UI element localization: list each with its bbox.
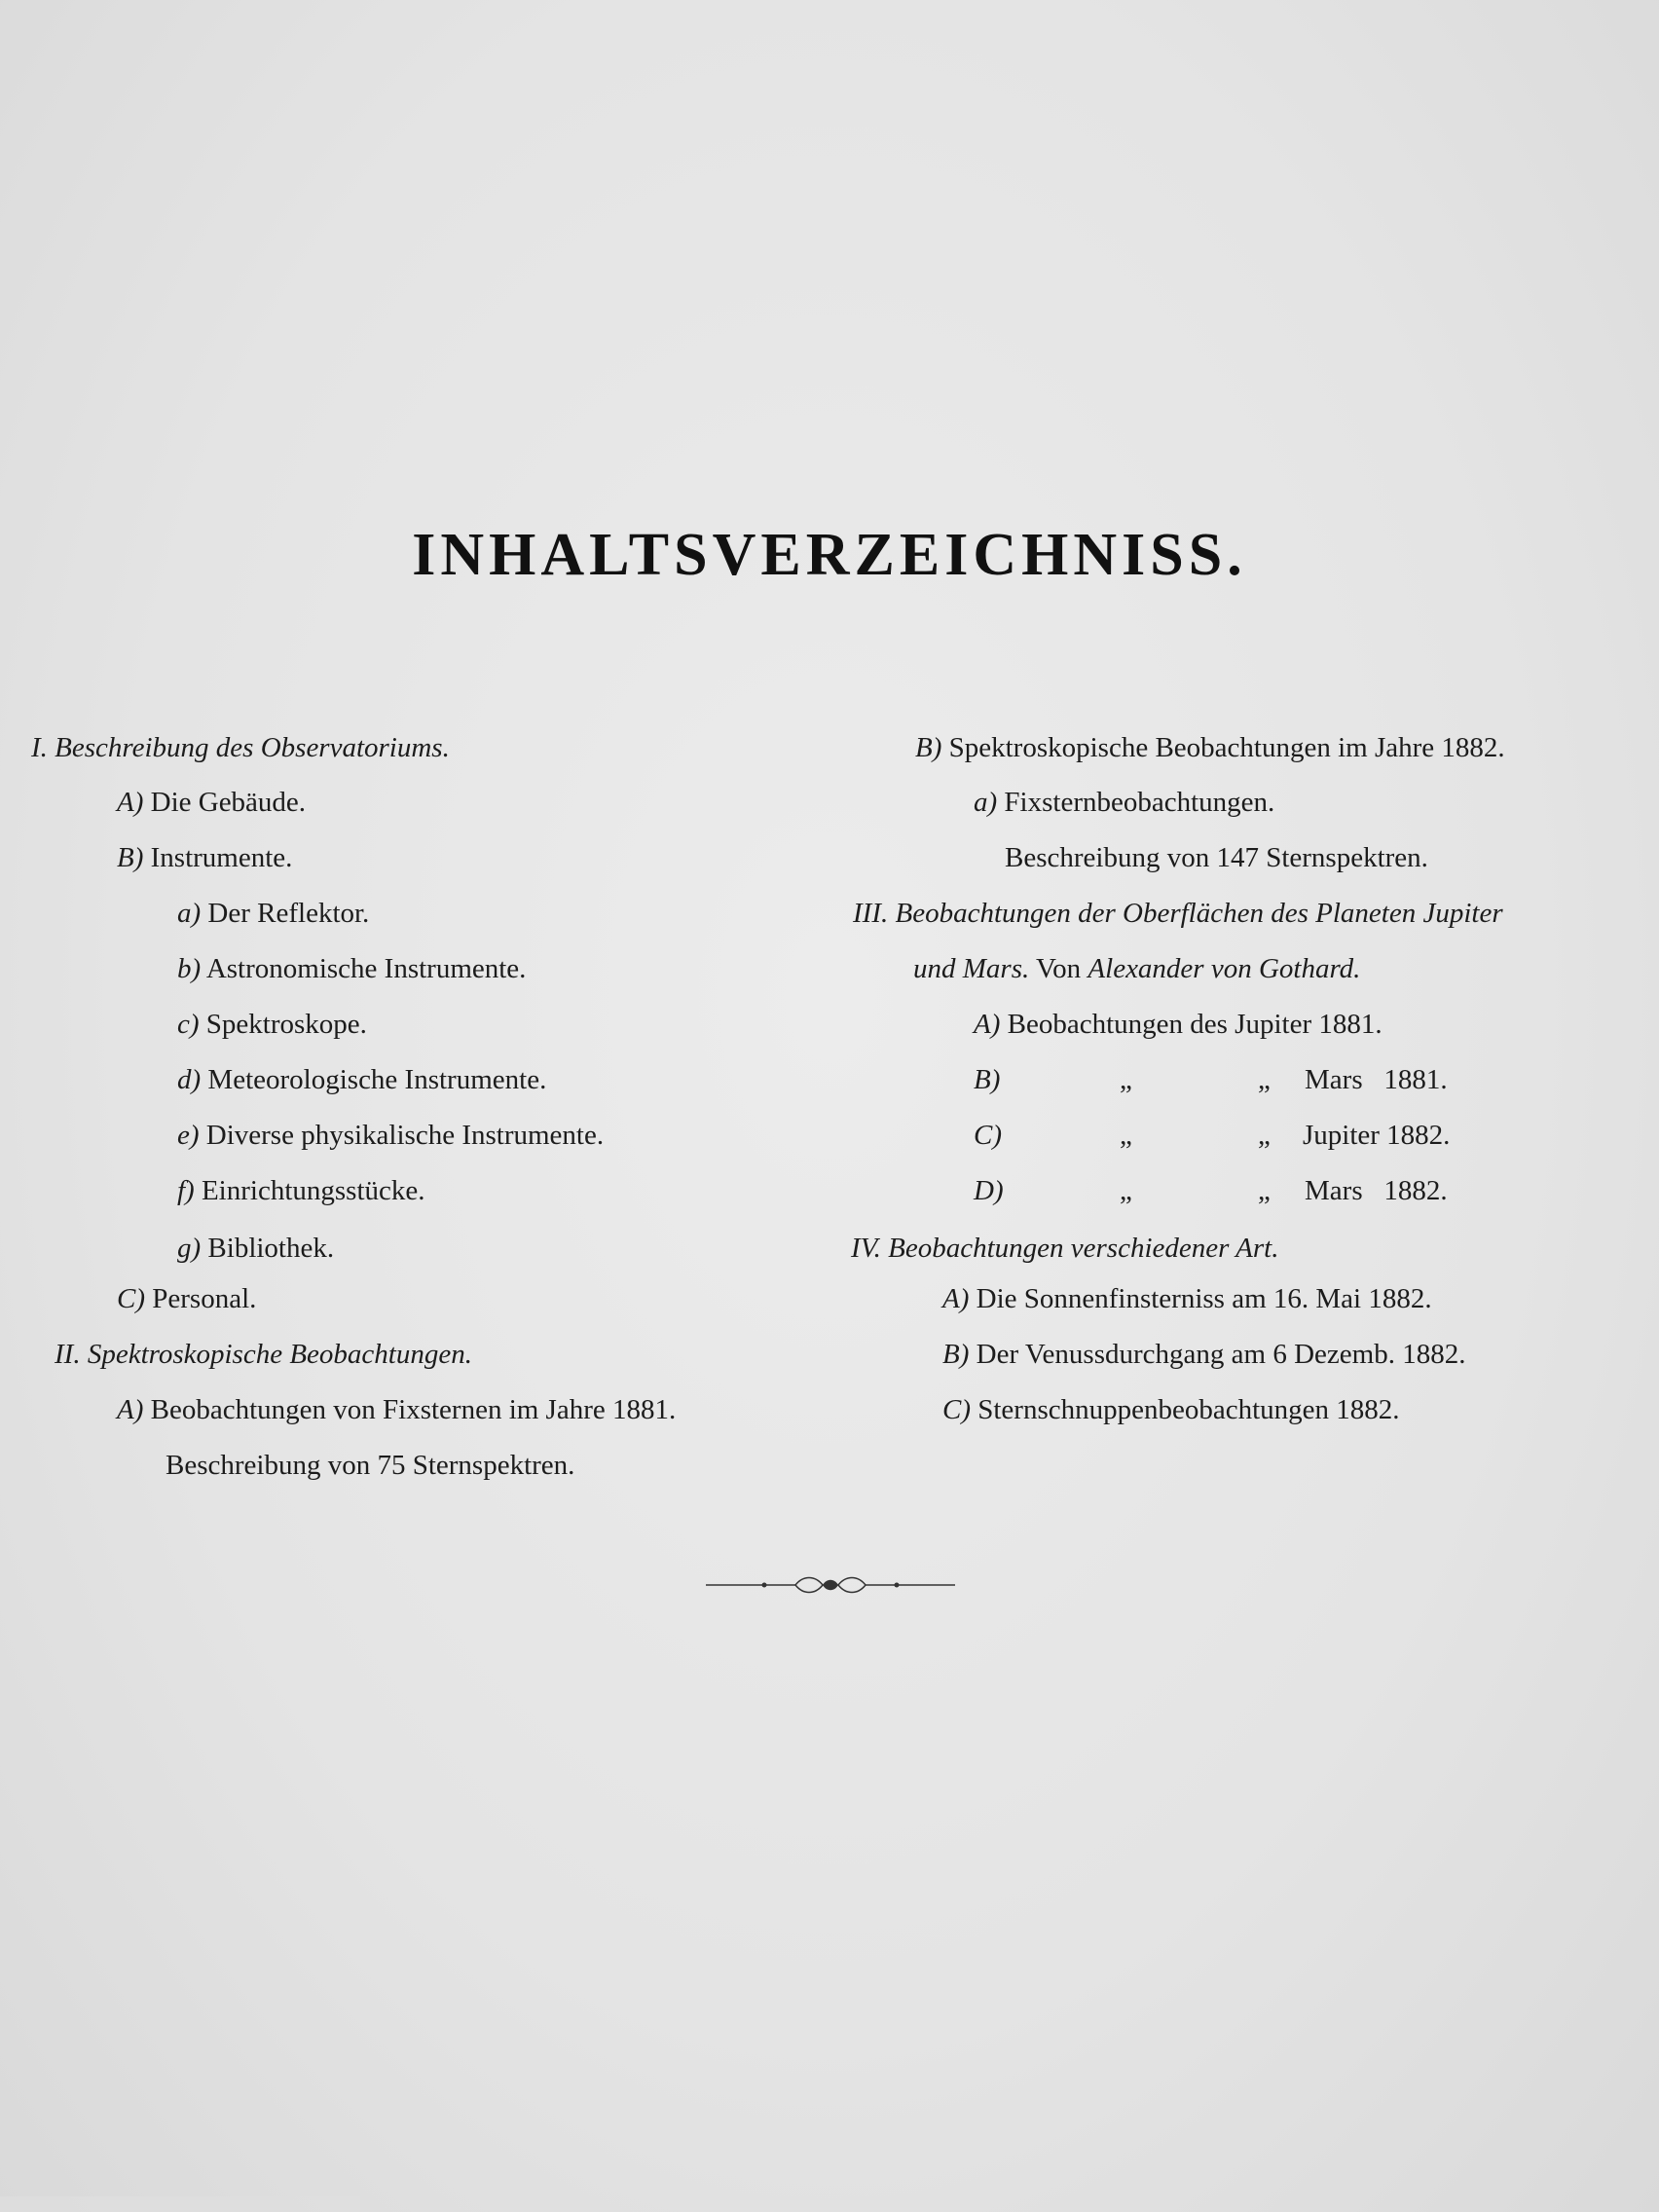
toc-label: I. [31,732,48,763]
toc-entry [117,1283,256,1315]
toc-entry-section-1 [31,732,450,764]
toc-text: Jupiter 1882. [1303,1120,1451,1151]
toc-entry [942,1339,1465,1371]
ornament-divider-icon [706,1573,955,1597]
toc-text-connector: Von [1029,953,1088,984]
toc-text: Beobachtungen verschiedener Art. [888,1233,1279,1264]
toc-text: Mars 1881. [1305,1064,1448,1095]
toc-entry [177,1120,604,1152]
toc-text: Fixsternbeobachtungen. [1004,787,1275,818]
toc-entry [177,1009,367,1041]
toc-entry [913,953,1360,985]
toc-label: C) [974,1120,1002,1151]
toc-text: Mars 1882. [1305,1175,1448,1206]
toc-text: Diverse physikalische Instrumente. [205,1120,605,1151]
toc-entry-section-4 [851,1233,1278,1265]
toc-text: Beobachtungen des Jupiter 1881. [1007,1009,1382,1040]
toc-entry [942,1394,1400,1426]
toc-label: A) [942,1283,970,1314]
toc-label: b) [177,953,202,984]
toc-label: A) [974,1009,1001,1040]
ditto-mark: „ [1120,1175,1132,1206]
toc-text: Einrichtungsstücke. [201,1175,425,1206]
ditto-mark: „ [1120,1064,1132,1095]
toc-entry-section-2 [55,1339,472,1371]
toc-entry [177,1175,425,1207]
toc-entry [974,1175,1004,1207]
toc-entry [177,1233,334,1265]
toc-label: e) [177,1120,200,1151]
toc-label: A) [117,1394,144,1425]
toc-text: Der Reflektor. [207,898,370,929]
toc-text: Die Sonnenfinsterniss am 16. Mai 1882. [976,1283,1432,1314]
toc-label: II. [55,1339,81,1370]
toc-text: und Mars. [913,953,1030,984]
toc-label: B) [942,1339,970,1370]
toc-label: c) [177,1009,200,1040]
toc-entry [166,1450,574,1482]
ditto-mark: „ [1258,1120,1271,1151]
toc-entry [942,1283,1432,1315]
toc-author: Alexander von Gothard. [1088,953,1361,984]
toc-label: A) [117,787,144,818]
toc-text: Beschreibung des Observatoriums. [55,732,450,763]
toc-text: Bibliothek. [207,1233,335,1264]
toc-label: B) [117,842,144,873]
toc-entry [974,1009,1382,1041]
toc-entry [974,1064,1000,1096]
toc-text: Spektroskopische Beobachtungen im Jahre 1882. [948,732,1505,763]
toc-entry [974,787,1274,819]
toc-entry [177,898,369,930]
ditto-mark: „ [1258,1175,1271,1206]
toc-text: Meteorologische Instrumente. [207,1064,547,1095]
toc-entry-section-3 [853,898,1503,930]
toc-label: III. [853,898,889,929]
ditto-mark: „ [1258,1064,1271,1095]
ditto-mark: „ [1120,1120,1132,1151]
toc-text: Astronomische Instrumente. [205,953,527,984]
toc-text: Der Venussdurchgang am 6 Dezemb. 1882. [976,1339,1466,1370]
toc-entry [117,842,292,874]
toc-entry [117,1394,676,1426]
toc-text: Personal. [152,1283,257,1314]
toc-text: Spektroskope. [205,1009,367,1040]
watermark-stamp [0,2193,370,2212]
toc-label: IV. [851,1233,881,1264]
toc-label: B) [915,732,942,763]
toc-text: Sternschnuppenbeobachtungen 1882. [977,1394,1400,1425]
toc-text: Instrumente. [150,842,293,873]
toc-text: Beobachtungen von Fixsternen im Jahre 1881. [150,1394,677,1425]
toc-label: a) [177,898,202,929]
toc-text: Beschreibung von 75 Sternspektren. [166,1450,575,1481]
toc-label: D) [974,1175,1004,1206]
toc-entry [117,787,306,819]
toc-entry [177,953,526,985]
toc-entry [1005,842,1428,874]
toc-label: a) [974,787,998,818]
toc-entry [974,1120,1002,1152]
toc-entry [915,732,1505,764]
toc-text: Spektroskopische Beobachtungen. [87,1339,472,1370]
toc-text: Die Gebäude. [150,787,307,818]
toc-label: f) [177,1175,195,1206]
toc-label: d) [177,1064,202,1095]
page-title: INHALTSVERZEICHNISS. [412,522,1247,588]
toc-label: B) [974,1064,1001,1095]
toc-entry [177,1064,546,1096]
toc-text: Beschreibung von 147 Sternspektren. [1005,842,1428,873]
toc-label: g) [177,1233,202,1264]
toc-text: Beobachtungen der Oberflächen des Planeten Jupiter [895,898,1503,929]
toc-label: C) [942,1394,971,1425]
toc-label: C) [117,1283,145,1314]
